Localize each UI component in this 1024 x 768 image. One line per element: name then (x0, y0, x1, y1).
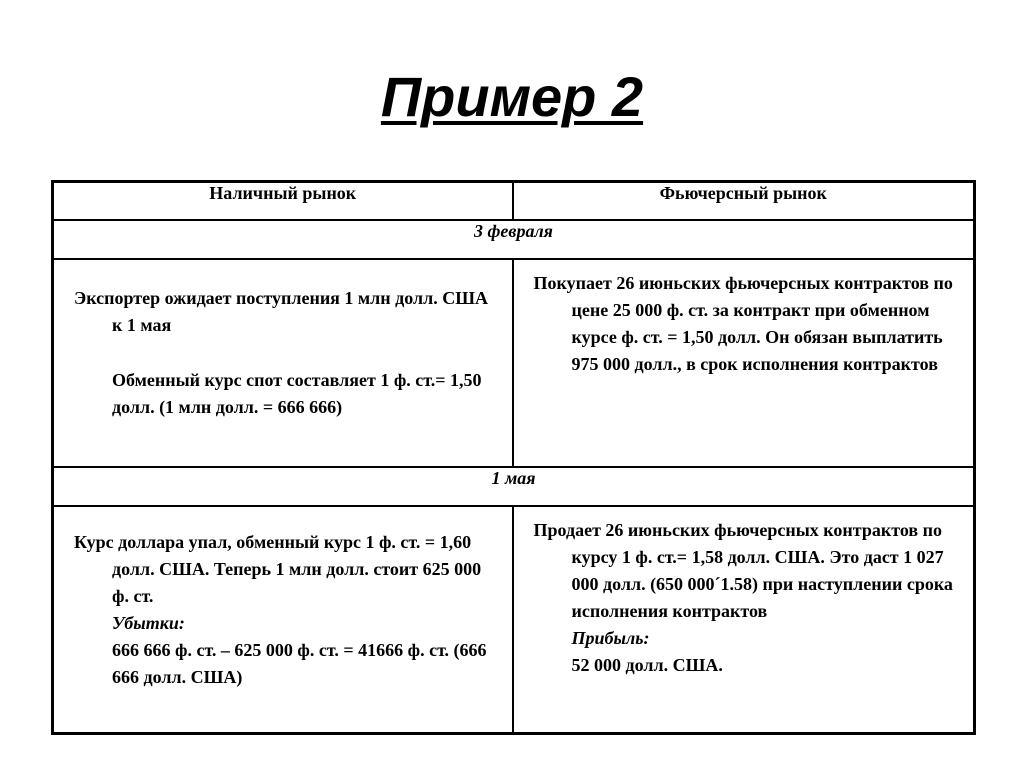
header-row (53, 182, 975, 221)
header-futures-market: Фьючерсный рынок (513, 182, 975, 221)
futures-text: 52 000 долл. США. (571, 655, 723, 675)
cash-text: Экспортер ожидает поступления 1 млн долл. США к 1 мая (74, 288, 488, 335)
table-row (53, 506, 975, 734)
cash-market-cell (53, 506, 513, 734)
date-cell: 3 февраля (53, 220, 975, 259)
slide-title-text: Пример 2 (380, 65, 644, 128)
cash-market-cell (53, 259, 513, 467)
slide-title (0, 62, 1024, 132)
futures-text: Продает 26 июньских фьючерсных контрактов по курсу 1 ф. ст.= 1,58 долл. США. Это даст 1 027 000 долл. (650 000´1.58) при наступлении срока исполнения контрактов (533, 520, 953, 621)
futures-market-cell (513, 259, 975, 467)
cash-text: Обменный курс спот составляет 1 ф. ст.= 1,50 долл. (1 млн долл. = 666 666) (112, 370, 482, 417)
futures-text: Покупает 26 июньских фьючерсных контрактов по цене 25 000 ф. ст. за контракт при обменном курсе ф. ст. = 1,50 долл. Он обязан выплатить 975 000 долл., в срок исполнения контрактов (533, 273, 953, 374)
table-row (53, 259, 975, 467)
cash-text: Курс доллара упал, обменный курс 1 ф. ст. = 1,60 долл. США. Теперь 1 млн долл. стоит 625 000 ф. ст. (74, 532, 482, 606)
date-row (53, 220, 975, 259)
date-cell: 1 мая (53, 467, 975, 506)
loss-label: Убытки: (112, 613, 185, 633)
comparison-table (51, 180, 976, 735)
futures-market-cell (513, 506, 975, 734)
date-row (53, 467, 975, 506)
header-cash-market: Наличный рынок (53, 182, 513, 221)
profit-label: Прибыль: (571, 628, 650, 648)
cash-text: 666 666 ф. ст. – 625 000 ф. ст. = 41666 ф. ст. (666 666 долл. США) (112, 640, 487, 687)
